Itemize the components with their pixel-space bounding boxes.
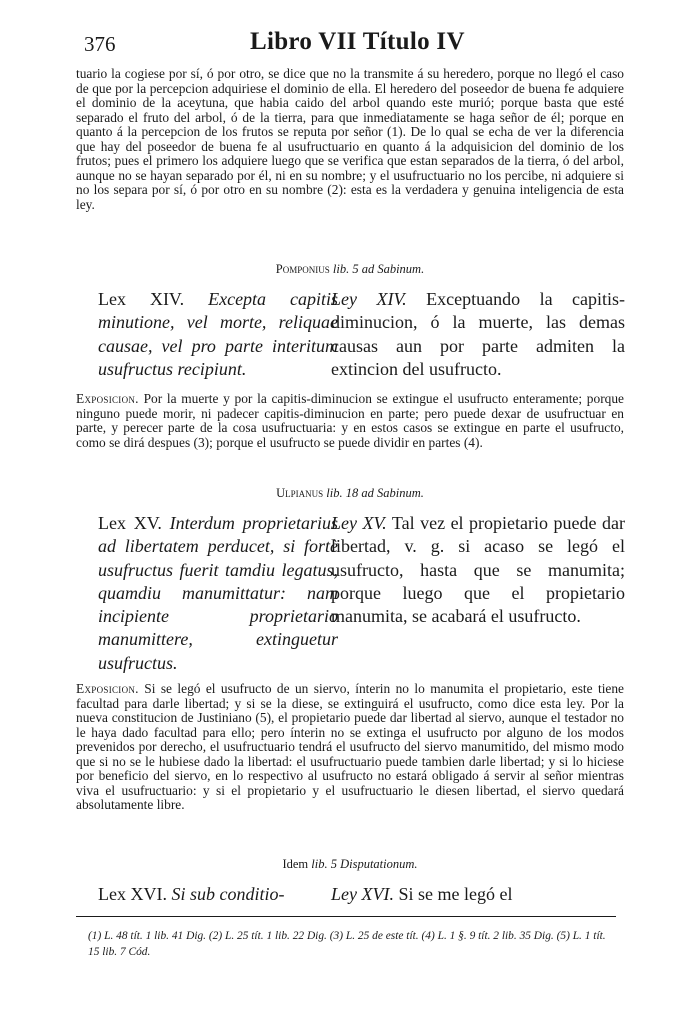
page-number: 376 <box>84 32 116 56</box>
lex-xiv-latin <box>98 288 338 381</box>
lex-xv-latin-text: Interdum proprietarius ad libertatem perducet, si fortè usufructus fuerit tamdiu legatus, quamdiu manumittatur: nam incipiente proprietario manumittere, extinguetur usufructus. <box>98 513 338 673</box>
lex-xv-latin <box>98 512 338 675</box>
lex-xiv-spanish <box>331 288 625 381</box>
exposicion-xiv <box>76 392 624 450</box>
exposicion-xv <box>76 682 624 813</box>
attribution-source: lib. 18 ad Sabinum. <box>326 486 424 500</box>
attribution-author: Idem <box>282 857 309 871</box>
lex-xvi-latin <box>98 883 338 906</box>
lex-xv-spanish <box>331 512 625 628</box>
attribution-idem <box>76 857 624 872</box>
footnote-divider <box>76 916 616 917</box>
lex-xiv-spanish-text: Exceptuando la capitis-diminucion, ó la muerte, las demas causas aun por parte admiten la extincion del usufructo. <box>331 289 626 379</box>
lex-xiv-latin-text: Excepta capitis minutione, vel morte, reliquae causae, vel pro parte interitum usufructus recipiunt. <box>98 289 339 379</box>
attribution-source: lib. 5 Disputationum. <box>311 857 418 871</box>
page-header <box>76 28 624 64</box>
attribution-author: Pomponius <box>275 262 330 276</box>
lex-xiv-latin-head: Lex XIV. <box>98 289 185 309</box>
attribution-author: Ulpianus <box>276 486 324 500</box>
running-title: Libro VII Título IV <box>250 28 465 55</box>
exposicion-xv-text: Si se legó el usufructo de un siervo, ínterin no lo manumita el propietario, este tiene facultad para darle libertad; y si se la diese, se extinguirá el usufructo, como dice esta ley. Por la nueva constitucion de Justiniano (5), el propietario puede dar libertad al siervo, aunque el testador no le haya dado facultad para ello; pero ínterin no se extinga el usufructo por alguno de los modos prevenidos por derecho, el usufructuario tendrá el usufructo del siervo manumitido, del mismo modo que si no se le hubiese dado la libertad: el usufructuario puede tambien darle libertad; y si lo hiciese por beneficio del siervo, en lo respectivo al usufructo no estará obligado á servir al señor mientras viva el usufructuario: y si el propietario y el usufructuario le diesen libertad, el siervo quedará absolutamente libre. <box>76 681 625 812</box>
attribution-ulpianus <box>76 486 624 501</box>
paragraph-top: tuario la cogiese por sí, ó por otro, se dice que no la transmite á su heredero, porque no llegó el caso de que por la percepcion adquiriese el dominio de ella. El heredero del poseedor de buena fe adquiere el dominio de la aceytuna, que habia caido del arbol quando este murió; porque basta que esté separado el fruto del arbol, ó de la tierra, para que inmediatamente se haga señor de él; porque en quanto á la percepcion de los frutos se reputa por señor (1). De lo qual se echa de ver la diferencia que hay del poseedor de buena fe al usufructuario en quanto á la adquisicion del dominio de los frutos; pues el primero los adquiere luego que se verifica que estan separados de la tierra, ó del arbol, aunque no se hayan separado por él, ni en su nombre; y el usufructuario no los percibe, ni adquiere si no los separa por sí, ó por otro en su nombre (2): esta es la verdadera y genuina inteligencia de esta ley. <box>76 66 624 212</box>
lex-xiv-spanish-head: Ley XIV. <box>331 289 407 309</box>
footnotes: (1) L. 48 tít. 1 lib. 41 Dig. (2) L. 25 tít. 1 lib. 22 Dig. (3) L. 25 de este tít. (4) L. 1 §. 9 tít. 2 lib. 35 Dig. (5) L. 1 tít. 15 lib. 7 Cód. <box>88 930 606 958</box>
lex-xv-spanish-text: Tal vez el propietario puede dar libertad, v. g. si acaso se legó el usufructo, hasta que se manumita; porque luego que el propietario manumita, se acabará el usufructo. <box>331 513 625 627</box>
attribution-source: lib. 5 ad Sabinum. <box>332 262 425 276</box>
lex-xvi-spanish <box>331 883 625 906</box>
lex-xv-latin-head: Lex XV. <box>98 513 162 533</box>
exposicion-xiv-text: Por la muerte y por la capitis-diminucion se extingue el usufructo enteramente; porque ninguno puede morir, ni padecer capitis-diminucion en parte; pero puede dexar de usufructuar en parte, y perecer parte de la cosa usufructuaria: y en estos casos se extingue en parte el usufructo, como se dirá despues (3); porque el usufructo se puede dividir en partes (4). <box>76 391 624 450</box>
lex-xvi-latin-head: Lex XVI. <box>98 884 167 904</box>
lex-xvi-spanish-text: Si se me legó el <box>398 884 513 904</box>
exposicion-xv-label: Exposicion. <box>76 681 139 696</box>
lex-xv-spanish-head: Ley XV. <box>331 513 387 533</box>
lex-xvi-spanish-head: Ley XVI. <box>331 884 394 904</box>
attribution-pomponius <box>76 262 624 277</box>
lex-xvi-latin-text: Si sub conditio- <box>171 884 285 904</box>
exposicion-xiv-label: Exposicion. <box>76 391 139 406</box>
